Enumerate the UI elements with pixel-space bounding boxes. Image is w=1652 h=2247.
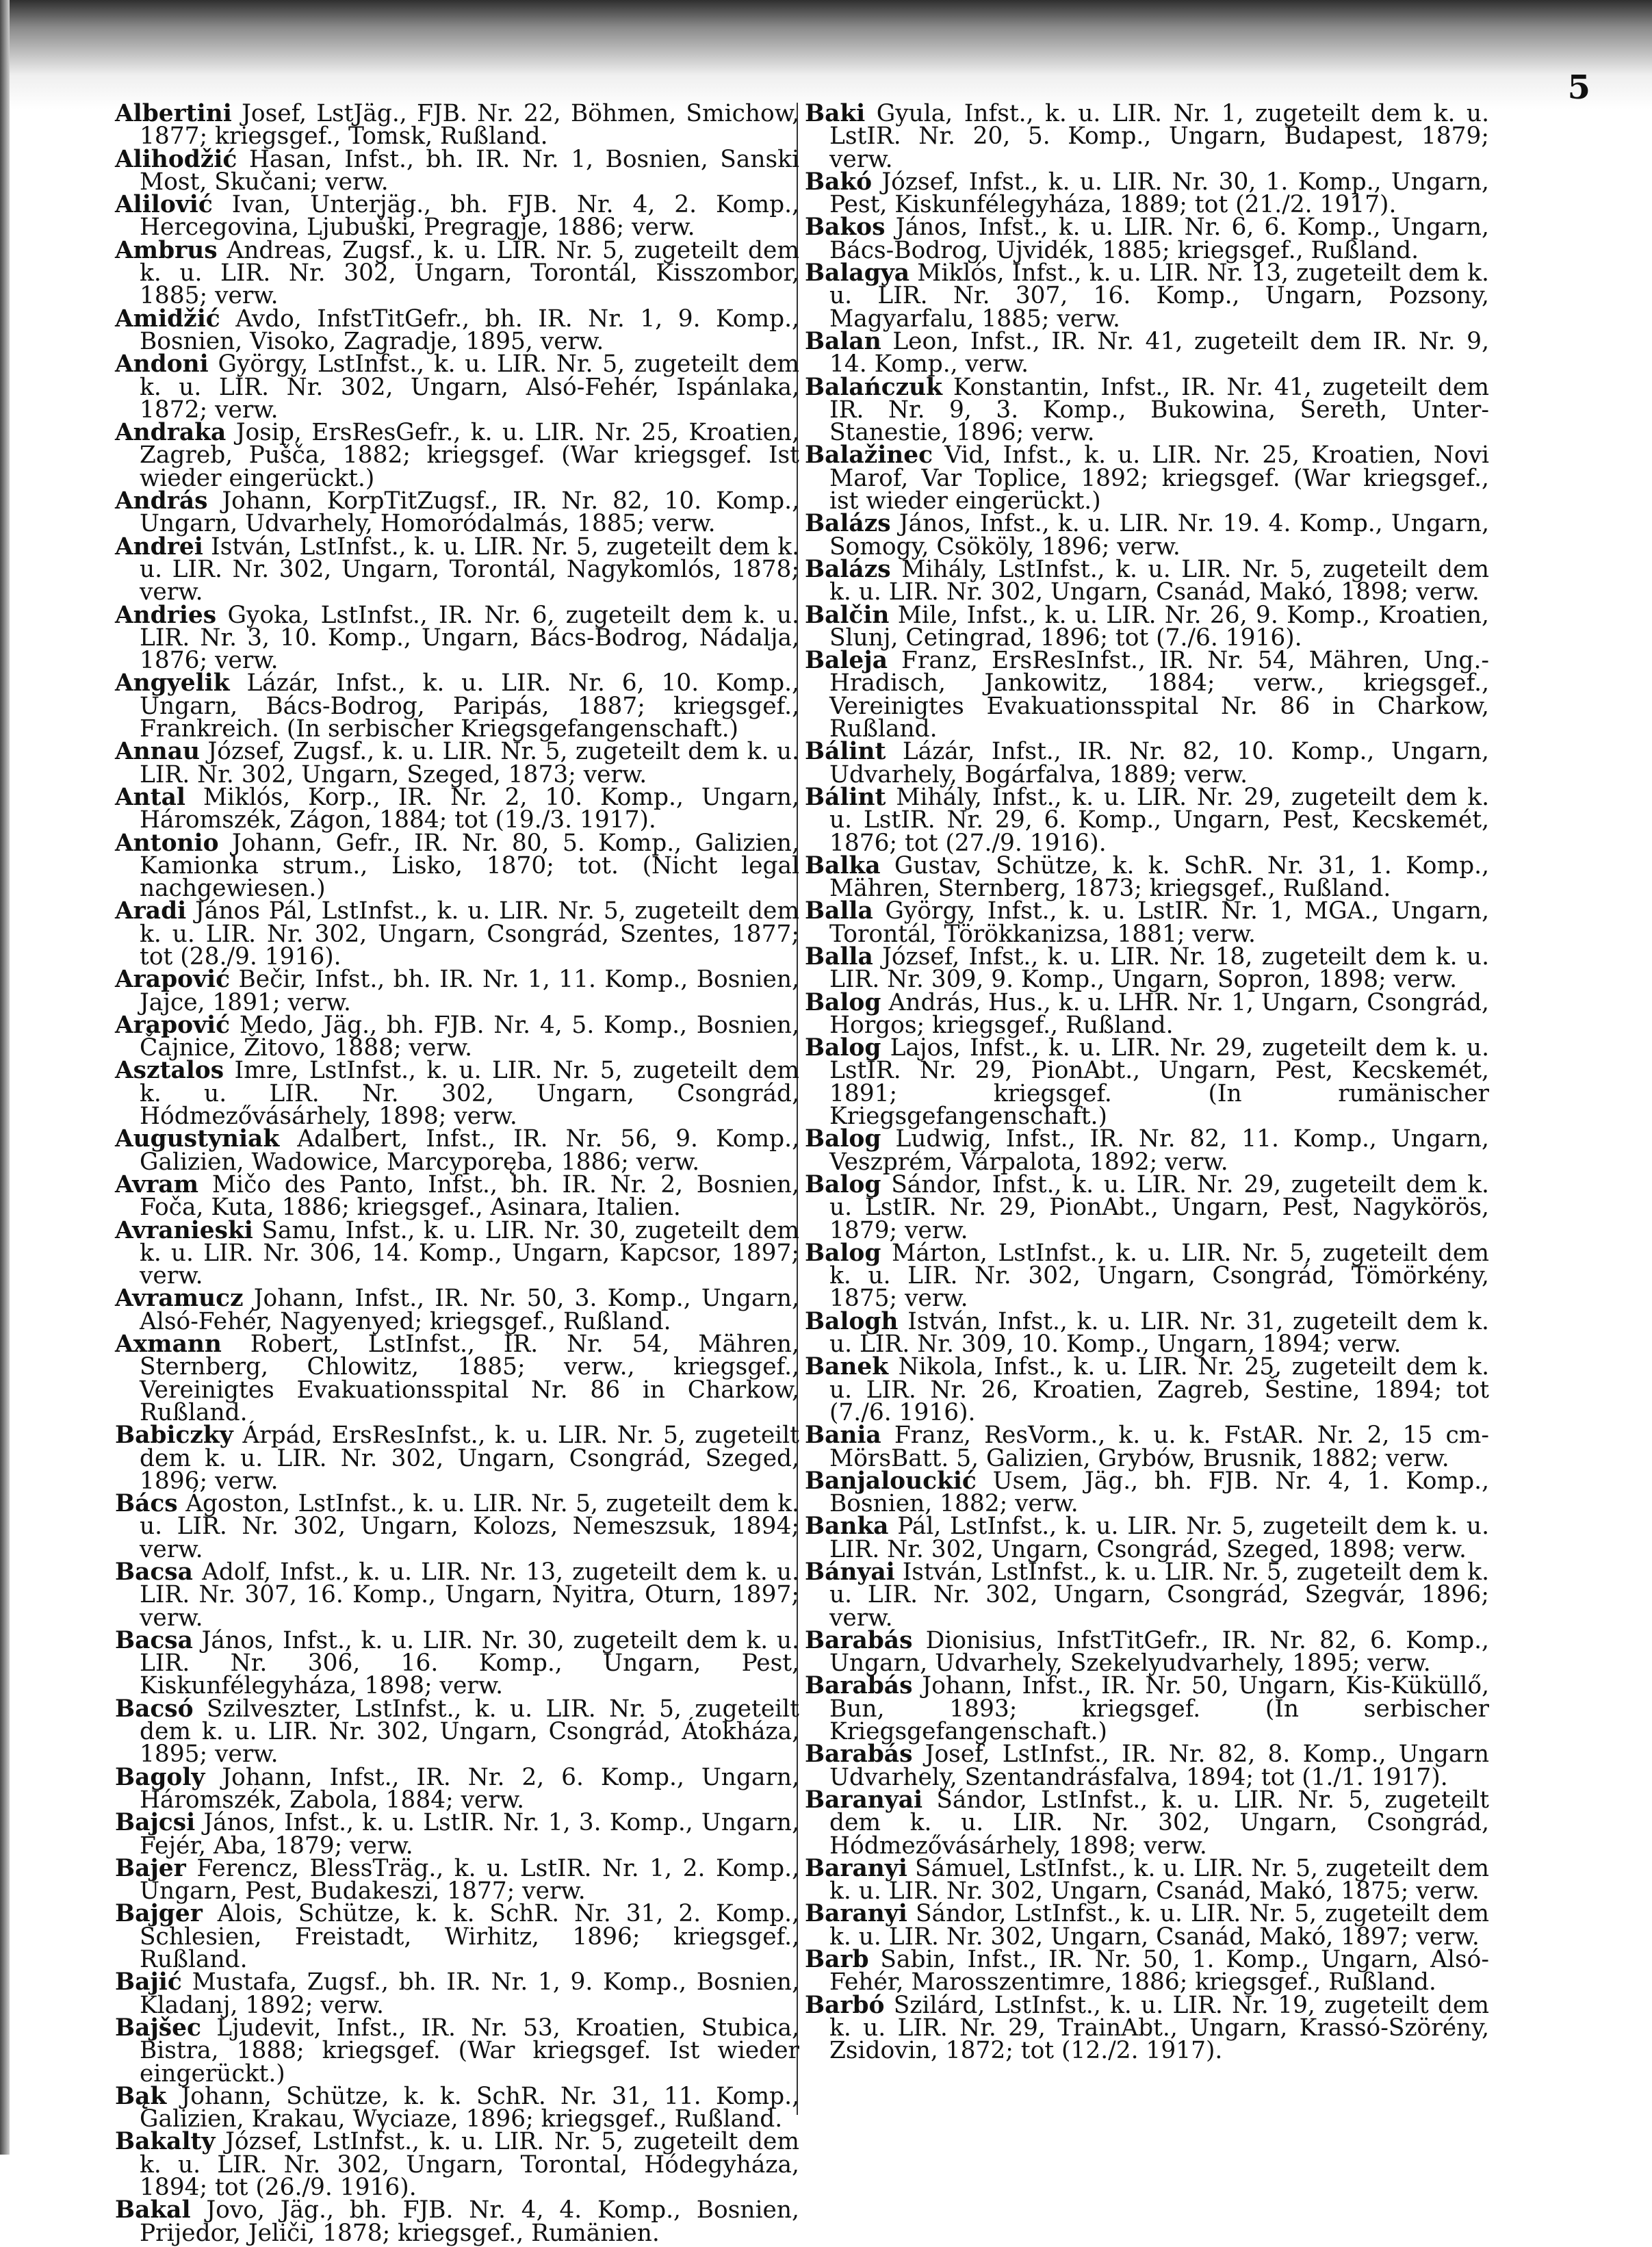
entry-details: Medo, Jäg., bh. FJB. Nr. 4, 5. Komp., Bosnien, Čajnice, Žitovo, 1888; verw. [140, 1011, 799, 1062]
entry-details: Lázár, Infst., k. u. LIR. Nr. 6, 10. Komp., Ungarn, Bács-Bodrog, Paripás, 1887; kriegsgef., Frankreich. (In serbischer Kriegsgefangenschaft.) [140, 669, 799, 743]
casualty-entry [805, 988, 1489, 1039]
entry-details: Sámuel, LstInfst., k. u. LIR. Nr. 5, zugeteilt dem k. u. LIR. Nr. 302, Ungarn, Csanád, Makó, 1875; verw. [829, 1854, 1489, 1905]
entry-surname: Alilović [115, 191, 213, 219]
entry-surname: Alihodžić [115, 145, 237, 173]
entry-surname: Balog [805, 1239, 881, 1267]
casualty-entry [115, 1011, 799, 1062]
casualty-entry [805, 1353, 1489, 1426]
entry-surname: Bajić [115, 1968, 182, 1996]
entry-surname: Andries [115, 601, 217, 629]
casualty-entry [115, 350, 800, 424]
casualty-entry [115, 532, 799, 606]
entry-surname: Baranyi [805, 1854, 907, 1882]
entry-details: György, LstInfst., k. u. LIR. Nr. 5, zugeteilt dem k. u. LIR. Nr. 302, Ungarn, Alsó-Fehér, Ispánlaka, 1872; verw. [140, 350, 800, 424]
entry-details: Vid, Infst., k. u. LIR. Nr. 25, Kroatien, Novi Marof, Var Toplice, 1892; kriegsgef. (War kriegsgef., ist wieder eingerückt.) [829, 441, 1489, 515]
entry-details: Mile, Infst., k. u. LIR. Nr. 26, 9. Komp., Kroatien, Slunj, Cetingrad, 1896; tot (7./6. 1916). [829, 601, 1489, 652]
casualty-entry [805, 1307, 1489, 1359]
entry-surname: András [115, 487, 208, 515]
entry-details: József, Infst., k. u. LIR. Nr. 30, 1. Komp., Ungarn, Pest, Kiskunfélegyháza, 1889; tot (21./2. 1917). [829, 168, 1489, 219]
entry-surname: Balog [805, 1034, 881, 1062]
entry-surname: Annau [115, 738, 200, 766]
entry-details: Leon, Infst., IR. Nr. 41, zugeteilt dem IR. Nr. 9, 14. Komp., verw. [829, 327, 1489, 378]
entry-surname: Balan [805, 327, 881, 355]
casualty-entry [805, 851, 1489, 903]
entry-details: Ludwig, Infst., IR. Nr. 82, 11. Komp., Ungarn, Veszprém, Várpalota, 1892; verw. [829, 1125, 1489, 1176]
casualty-entry [115, 1626, 799, 1700]
entry-surname: Bács [115, 1490, 178, 1518]
casualty-entry [805, 1034, 1489, 1131]
entry-details: Alois, Schütze, k. k. SchR. Nr. 31, 2. Komp., Schlesien, Freistadt, Wirhitz, 1896; kriegsgef., Rußland. [140, 1900, 800, 1974]
casualty-entry [805, 1626, 1489, 1678]
entry-surname: Bacsa [115, 1558, 193, 1586]
entry-details: Mihály, LstInfst., k. u. LIR. Nr. 5, zugeteilt dem k. u. LIR. Nr. 302, Ungarn, Csanád, Makó, 1898; verw. [829, 555, 1489, 606]
casualty-entry [115, 2128, 799, 2202]
casualty-entry [805, 555, 1489, 606]
casualty-entry [805, 1515, 1489, 1561]
casualty-entry [805, 1946, 1489, 1996]
casualty-entry [805, 259, 1489, 333]
entry-details: Márton, LstInfst., k. u. LIR. Nr. 5, zugeteilt dem k. u. LIR. Nr. 302, Ungarn, Csongrád, Tömörkény, 1875; verw. [829, 1239, 1489, 1313]
casualty-entry [115, 897, 799, 971]
casualty-entry [115, 236, 799, 310]
entry-details: István, LstInfst., k. u. LIR. Nr. 5, zugeteilt dem k. u. LIR. Nr. 302, Ungarn, Torontál, Nagykomlós, 1878; verw. [140, 532, 799, 606]
entry-surname: Balla [805, 942, 873, 971]
entry-surname: Antonio [115, 829, 219, 857]
casualty-entry [805, 897, 1489, 948]
entry-details: János, Infst., k. u. LstIR. Nr. 1, 3. Komp., Ungarn, Fejér, Aba, 1879; verw. [140, 1809, 800, 1860]
entry-surname: Arapović [115, 966, 231, 994]
casualty-entry [115, 1424, 799, 1493]
entry-surname: Banka [805, 1513, 889, 1541]
entry-details: Ágoston, LstInfst., k. u. LIR. Nr. 5, zugeteilt dem k. u. LIR. Nr. 302, Ungarn, Kolozs, Nemeszsuk, 1894; verw. [140, 1490, 799, 1563]
entry-surname: Barabás [805, 1741, 913, 1769]
entry-surname: Bajger [115, 1900, 203, 1928]
entry-surname: Baki [805, 100, 866, 127]
entry-details: János, Infst., k. u. LIR. Nr. 30, zugeteilt dem k. u. LIR. Nr. 306, 16. Komp., Ungarn, Pest, Kiskunfélegyháza, 1898; verw. [140, 1626, 799, 1700]
casualty-entry [805, 373, 1490, 447]
entry-details: Szilveszter, LstInfst., k. u. LIR. Nr. 5, zugeteilt dem k. u. LIR. Nr. 302, Ungarn, Csongrád, Átokháza, 1895; verw. [140, 1695, 799, 1769]
entry-surname: Balog [805, 988, 881, 1016]
entry-details: József, Infst., k. u. LIR. Nr. 18, zugeteilt dem k. u. LIR. Nr. 309, 9. Komp., Ungarn, Sopron, 1898; verw. [829, 942, 1490, 994]
entry-details: Adalbert, Infst., IR. Nr. 56, 9. Komp., Galizien, Wadowice, Marcyporęba, 1886; verw. [140, 1125, 800, 1176]
entry-details: Johann, Schütze, k. k. SchR. Nr. 31, 11. Komp., Galizien, Krakau, Wyciaze, 1896; kriegsgef., Rußland. [140, 2082, 799, 2133]
entry-details: Andreas, Zugsf., k. u. LIR. Nr. 5, zugeteilt dem k. u. LIR. Nr. 302, Ungarn, Torontál, Kisszombor, 1885; verw. [140, 236, 799, 310]
entry-details: Konstantin, Infst., IR. Nr. 41, zugeteilt dem IR. Nr. 9, 3. Komp., Bukowina, Sereth, Unter-Stanestie, 1896; verw. [829, 373, 1490, 447]
entry-surname: Amidžić [115, 305, 220, 333]
casualty-entry [115, 1854, 800, 1905]
entry-details: Mičo des Panto, Infst., bh. IR. Nr. 2, Bosnien, Foča, Kuta, 1886; kriegsgef., Asinara, Italien. [140, 1170, 799, 1222]
entry-surname: Bálint [805, 738, 886, 766]
casualty-entry [115, 1763, 799, 1814]
entry-surname: Barb [805, 1946, 869, 1974]
entry-details: Johann, KorpTitZugsf., IR. Nr. 82, 10. Komp., Ungarn, Udvarhely, Homoródalmás, 1885; verw. [140, 487, 800, 538]
casualty-entry [805, 168, 1489, 219]
casualty-entry [805, 783, 1490, 857]
entry-surname: Bagoly [115, 1763, 205, 1791]
entry-surname: Banek [805, 1353, 889, 1381]
entry-surname: Baranyi [805, 1900, 907, 1928]
entry-details: Josip, ErsResGefr., k. u. LIR. Nr. 25, Kroatien, Zagreb, Pušča, 1882; kriegsgef. (War kriegsgef. Ist wieder eingerückt.) [140, 419, 800, 492]
entry-surname: Bajer [115, 1854, 186, 1882]
entry-surname: Balla [805, 897, 873, 925]
entry-surname: Balčin [805, 601, 890, 629]
casualty-entry [115, 2014, 799, 2088]
entry-details: Sándor, LstInfst., k. u. LIR. Nr. 5, zugeteilt dem k. u. LIR. Nr. 302, Ungarn, Csanád, Makó, 1897; verw. [829, 1900, 1489, 1951]
entry-surname: Balog [805, 1125, 881, 1153]
casualty-entry [805, 327, 1489, 378]
entry-details: Johann, Infst., IR. Nr. 2, 6. Komp., Ungarn, Háromszék, Zabola, 1884; verw. [140, 1763, 799, 1814]
casualty-entry [115, 1968, 800, 2019]
casualty-entry [805, 1786, 1489, 1860]
casualty-entry [805, 1424, 1489, 1470]
entry-surname: Ambrus [115, 236, 218, 264]
casualty-entry [115, 1125, 800, 1176]
casualty-entry [805, 1125, 1489, 1176]
entry-surname: Aradi [115, 897, 187, 925]
entry-surname: Balázs [805, 555, 891, 583]
entry-surname: Andoni [115, 350, 209, 378]
entry-surname: Balańczuk [805, 373, 943, 401]
entry-surname: Balogh [805, 1307, 899, 1335]
entry-surname: Albertini [115, 100, 232, 127]
entry-surname: Bacsó [115, 1695, 194, 1723]
entry-details: Miklós, Korp., IR. Nr. 2, 10. Komp., Ungarn, Háromszék, Zágon, 1884; tot (19./3. 1917). [140, 783, 799, 834]
casualty-entry [115, 601, 799, 675]
entry-surname: Avramucz [115, 1285, 244, 1313]
casualty-entry [115, 1900, 800, 1974]
entry-surname: Balagya [805, 259, 910, 287]
entry-details: Sándor, LstInfst., k. u. LIR. Nr. 5, zugeteilt dem k. u. LIR. Nr. 302, Ungarn, Csongrád, Hódmezővásárhely, 1898; verw. [829, 1786, 1489, 1860]
casualty-entry [805, 1672, 1489, 1746]
casualty-entry [805, 100, 1489, 173]
left-column [115, 100, 800, 2247]
entry-surname: Arapović [115, 1011, 231, 1039]
entry-surname: Baleja [805, 647, 888, 675]
entry-details: Gyula, Infst., k. u. LIR. Nr. 1, zugeteilt dem k. u. LstIR. Nr. 20, 5. Komp., Ungarn, Budapest, 1879; verw. [829, 100, 1489, 173]
entry-details: Szilárd, LstInfst., k. u. LIR. Nr. 19, zugeteilt dem k. u. LIR. Nr. 29, TrainAbt., Ungarn, Krassó-Szörény, Zsidovin, 1872; tot (12./2. 1917). [829, 1991, 1489, 2065]
entry-details: Franz, ErsResInfst., IR. Nr. 54, Mähren, Ung.-Hradisch, Jankowitz, 1884; verw., kriegsgef., Vereinigtes Evakuationsspital Nr. 86 in Charkow, Rußland. [829, 647, 1489, 743]
casualty-entry [115, 1216, 799, 1290]
entry-surname: Bálint [805, 783, 886, 811]
casualty-entry [115, 487, 800, 538]
entry-surname: Bacsa [115, 1626, 193, 1654]
casualty-entry [115, 100, 799, 151]
casualty-entry [115, 419, 800, 492]
entry-details: Gyoka, LstInfst., IR. Nr. 6, zugeteilt dem k. u. LIR. Nr. 3, 10. Komp., Ungarn, Bács-Bodrog, Nádalja, 1876; verw. [140, 601, 799, 675]
entry-surname: Balka [805, 851, 881, 879]
casualty-entry [805, 942, 1490, 994]
entry-surname: Asztalos [115, 1057, 224, 1085]
page-number: 5 [1567, 68, 1590, 107]
entry-details: Imre, LstInfst., k. u. LIR. Nr. 5, zugeteilt dem k. u. LIR. Nr. 302, Ungarn, Csongrád, Hódmezővásárhely, 1898; verw. [140, 1057, 799, 1131]
casualty-entry [805, 601, 1489, 652]
entry-details: János, Infst., k. u. LIR. Nr. 6, 6. Komp., Ungarn, Bács-Bodrog, Ujvidék, 1885; kriegsgef., Rußland. [829, 214, 1489, 264]
entry-details: János Pál, LstInfst., k. u. LIR. Nr. 5, zugeteilt dem k. u. LIR. Nr. 302, Ungarn, Csongrád, Szentes, 1877; tot (28./9. 1916). [140, 897, 799, 971]
entry-details: Avdo, InfstTitGefr., bh. IR. Nr. 1, 9. Komp., Bosnien, Visoko, Zagradje, 1895, verw. [140, 305, 799, 355]
entry-surname: Baranyai [805, 1786, 923, 1814]
entry-surname: Augustyniak [115, 1125, 280, 1153]
entry-details: Usem, Jäg., bh. FJB. Nr. 4, 1. Komp., Bosnien, 1882; verw. [829, 1467, 1489, 1518]
casualty-entry [115, 1558, 799, 1632]
entry-surname: Bányai [805, 1558, 895, 1586]
entry-details: Mustafa, Zugsf., bh. IR. Nr. 1, 9. Komp., Bosnien, Kladanj, 1892; verw. [140, 1968, 800, 2019]
entry-surname: Banjalouckić [805, 1467, 977, 1495]
entry-surname: Avram [115, 1170, 199, 1198]
entry-details: Johann, Infst., IR. Nr. 50, 3. Komp., Ungarn, Alsó-Fehér, Nagyenyed; kriegsgef., Rußland. [140, 1285, 799, 1335]
entry-details: Dionisius, InfstTitGefr., IR. Nr. 82, 6. Komp., Ungarn, Udvarhely, Szekelyudvarhely, 1895; verw. [829, 1626, 1489, 1678]
entry-surname: Andrei [115, 532, 203, 561]
casualty-entry [805, 1991, 1489, 2065]
casualty-entry [805, 1239, 1489, 1313]
entry-details: István, LstInfst., k. u. LIR. Nr. 5, zugeteilt dem k. u. LIR. Nr. 302, Ungarn, Csongrád, Szegvár, 1896; verw. [829, 1558, 1490, 1632]
entry-details: Árpád, ErsResInfst., k. u. LIR. Nr. 5, zugeteilt dem k. u. LIR. Nr. 302, Ungarn, Csongrád, Szeged, 1896; verw. [140, 1422, 799, 1495]
entry-details: Franz, ResVorm., k. u. k. FstAR. Nr. 2, 15 cm-MörsBatt. 5, Galizien, Grybów, Brusnik, 1882; verw. [829, 1422, 1490, 1472]
entry-details: Nikola, Infst., k. u. LIR. Nr. 25, zugeteilt dem k. u. LIR. Nr. 26, Kroatien, Zagreb, Šestine, 1894; tot (7./6. 1916). [829, 1353, 1489, 1426]
entry-details: Josef, LstJäg., FJB. Nr. 22, Böhmen, Smichow, 1877; kriegsgef., Tomsk, Rußland. [140, 100, 799, 151]
casualty-entry [805, 216, 1489, 262]
casualty-entry [115, 145, 799, 196]
entry-details: István, Infst., k. u. LIR. Nr. 31, zugeteilt dem k. u. LIR. Nr. 309, 10. Komp., Ungarn, 1894; verw. [829, 1307, 1489, 1359]
casualty-entry [115, 783, 799, 834]
entry-surname: Bajcsi [115, 1809, 196, 1837]
entry-details: Sabin, Infst., IR. Nr. 50, 1. Komp., Ungarn, Alsó-Fehér, Marosszentimre, 1886; kriegsgef., Rußland. [829, 1946, 1489, 1996]
entry-surname: Babiczky [115, 1422, 233, 1450]
entry-surname: Angyelik [115, 669, 230, 697]
entry-surname: Barabás [805, 1672, 913, 1700]
entry-surname: Barabás [805, 1626, 913, 1654]
entry-details: Robert, LstInfst., IR. Nr. 54, Mähren, Sternberg, Chlowitz, 1885; verw., kriegsgef., Vereinigtes Evakuationsspital Nr. 86 in Charkow, Rußland. [140, 1331, 799, 1426]
entry-details: Mihály, Infst., k. u. LIR. Nr. 29, zugeteilt dem k. u. LstIR. Nr. 29, 6. Komp., Ungarn, Pest, Kecskemét, 1876; tot (27./9. 1916). [829, 783, 1490, 857]
entry-details: András, Hus., k. u. LHR. Nr. 1, Ungarn, Csongrád, Horgos; kriegsgef., Rußland. [829, 988, 1489, 1039]
casualty-entry [115, 2082, 799, 2133]
entry-surname: Andraka [115, 419, 227, 447]
entry-details: János, Infst., k. u. LIR. Nr. 19. 4. Komp., Ungarn, Somogy, Csököly, 1896; verw. [829, 510, 1489, 561]
casualty-entry [805, 738, 1489, 788]
entry-details: József, LstInfst., k. u. LIR. Nr. 5, zugeteilt dem k. u. LIR. Nr. 302, Ungarn, Torontal, Hódegyháza, 1894; tot (26./9. 1916). [140, 2128, 799, 2202]
casualty-entry [805, 1558, 1490, 1632]
entry-surname: Bakal [115, 2196, 191, 2224]
entry-surname: Bakos [805, 214, 886, 242]
casualty-entry [115, 1057, 799, 1131]
casualty-entry [805, 1854, 1489, 1905]
entry-details: Ferencz, BlessTräg., k. u. LstIR. Nr. 1, 2. Komp., Ungarn, Pest, Budakeszi, 1877; verw. [140, 1854, 800, 1905]
right-column [805, 100, 1490, 2065]
entry-surname: Bakalty [115, 2128, 216, 2156]
entry-surname: Bania [805, 1422, 881, 1450]
casualty-entry [115, 305, 799, 355]
casualty-entry [805, 510, 1489, 561]
entry-surname: Bąk [115, 2082, 167, 2110]
entry-details: Pál, LstInfst., k. u. LIR. Nr. 5, zugeteilt dem k. u. LIR. Nr. 302, Ungarn, Csongrád, Szeged, 1898; verw. [829, 1513, 1489, 1563]
entry-details: Ljudevit, Infst., IR. Nr. 53, Kroatien, Stubica, Bistra, 1888; kriegsgef. (War kriegsgef. Ist wieder eingerückt.) [140, 2014, 799, 2088]
casualty-entry [115, 191, 799, 242]
casualty-entry [805, 441, 1489, 515]
casualty-entry [115, 738, 799, 788]
entry-details: József, Zugsf., k. u. LIR. Nr. 5, zugeteilt dem k. u. LIR. Nr. 302, Ungarn, Szeged, 1873; verw. [140, 738, 799, 788]
entry-surname: Bakó [805, 168, 873, 196]
casualty-entry [115, 1809, 800, 1860]
casualty-entry [115, 1490, 799, 1563]
entry-surname: Bajšec [115, 2014, 201, 2042]
casualty-entry [805, 1467, 1489, 1518]
casualty-entry [115, 1170, 799, 1222]
entry-details: Johann, Infst., IR. Nr. 50, Ungarn, Kis-Küküllő, Bun, 1893; kriegsgef. (In serbischer Kriegsgefangenschaft.) [829, 1672, 1489, 1746]
entry-details: Hasan, Infst., bh. IR. Nr. 1, Bosnien, Sanski Most, Skučani; verw. [140, 145, 799, 196]
entry-details: Ivan, Unterjäg., bh. FJB. Nr. 4, 2. Komp., Hercegovina, Ljubuški, Pregragje, 1886; verw. [140, 191, 799, 242]
entry-surname: Balažinec [805, 441, 933, 470]
page-edge-shadow [0, 0, 10, 2155]
casualty-entry [115, 1695, 799, 1769]
entry-details: Miklós, Infst., k. u. LIR. Nr. 13, zugeteilt dem k. u. LIR. Nr. 307, 16. Komp., Ungarn, Pozsony, Magyarfalu, 1885; verw. [829, 259, 1489, 333]
entry-surname: Avranieski [115, 1216, 253, 1244]
entry-details: Sándor, Infst., k. u. LIR. Nr. 29, zugeteilt dem k. u. LstIR. Nr. 29, PionAbt., Ungarn, Pest, Nagykörös, 1879; verw. [829, 1170, 1489, 1244]
entry-details: Jovo, Jäg., bh. FJB. Nr. 4, 4. Komp., Bosnien, Prijedor, Jeliči, 1878; kriegsgef., Rumänien. [140, 2196, 799, 2247]
entry-details: Josef, LstInfst., IR. Nr. 82, 8. Komp., Ungarn Udvarhely, Szentandrásfalva, 1894; tot (1./1. 1917). [829, 1741, 1489, 1791]
casualty-entry [115, 968, 799, 1014]
entry-details: Bečir, Infst., bh. IR. Nr. 1, 11. Komp., Bosnien, Jajce, 1891; verw. [140, 966, 799, 1016]
casualty-entry [115, 2196, 799, 2247]
casualty-entry [805, 1900, 1489, 1951]
entry-details: Lajos, Infst., k. u. LIR. Nr. 29, zugeteilt dem k. u. LstIR. Nr. 29, PionAbt., Ungarn, Pest, Kecskemét, 1891; kriegsgef. (In rumänischer Kriegsgefangenschaft.) [829, 1034, 1489, 1131]
entry-details: Gustav, Schütze, k. k. SchR. Nr. 31, 1. Komp., Mähren, Sternberg, 1873; kriegsgef., Rußland. [829, 851, 1489, 903]
entry-surname: Balázs [805, 510, 891, 538]
entry-details: Johann, Gefr., IR. Nr. 80, 5. Komp., Galizien, Kamionka strum., Lisko, 1870; tot. (Nicht legal nachgewiesen.) [140, 829, 800, 903]
casualty-entry [115, 669, 799, 743]
entry-details: György, Infst., k. u. LstIR. Nr. 1, MGA., Ungarn, Torontál, Törökkanizsa, 1881; verw. [829, 897, 1489, 948]
casualty-entry [115, 1287, 799, 1333]
casualty-entry [805, 1743, 1489, 1789]
entry-surname: Barbó [805, 1991, 885, 2019]
entry-surname: Axmann [115, 1331, 222, 1359]
casualty-entry [805, 1170, 1489, 1244]
entry-details: Samu, Infst., k. u. LIR. Nr. 30, zugeteilt dem k. u. LIR. Nr. 306, 14. Komp., Ungarn, Kapcsor, 1897; verw. [140, 1216, 799, 1290]
entry-details: Lázár, Infst., IR. Nr. 82, 10. Komp., Ungarn, Udvarhely, Bogárfalva, 1889; verw. [829, 738, 1489, 788]
casualty-entry [115, 1333, 799, 1424]
casualty-entry [805, 647, 1489, 743]
casualty-entry [115, 829, 800, 903]
entry-details: Adolf, Infst., k. u. LIR. Nr. 13, zugeteilt dem k. u. LIR. Nr. 307, 16. Komp., Ungarn, Nyitra, Oturn, 1897; verw. [140, 1558, 799, 1632]
entry-surname: Balog [805, 1170, 881, 1198]
entry-surname: Antal [115, 783, 185, 811]
